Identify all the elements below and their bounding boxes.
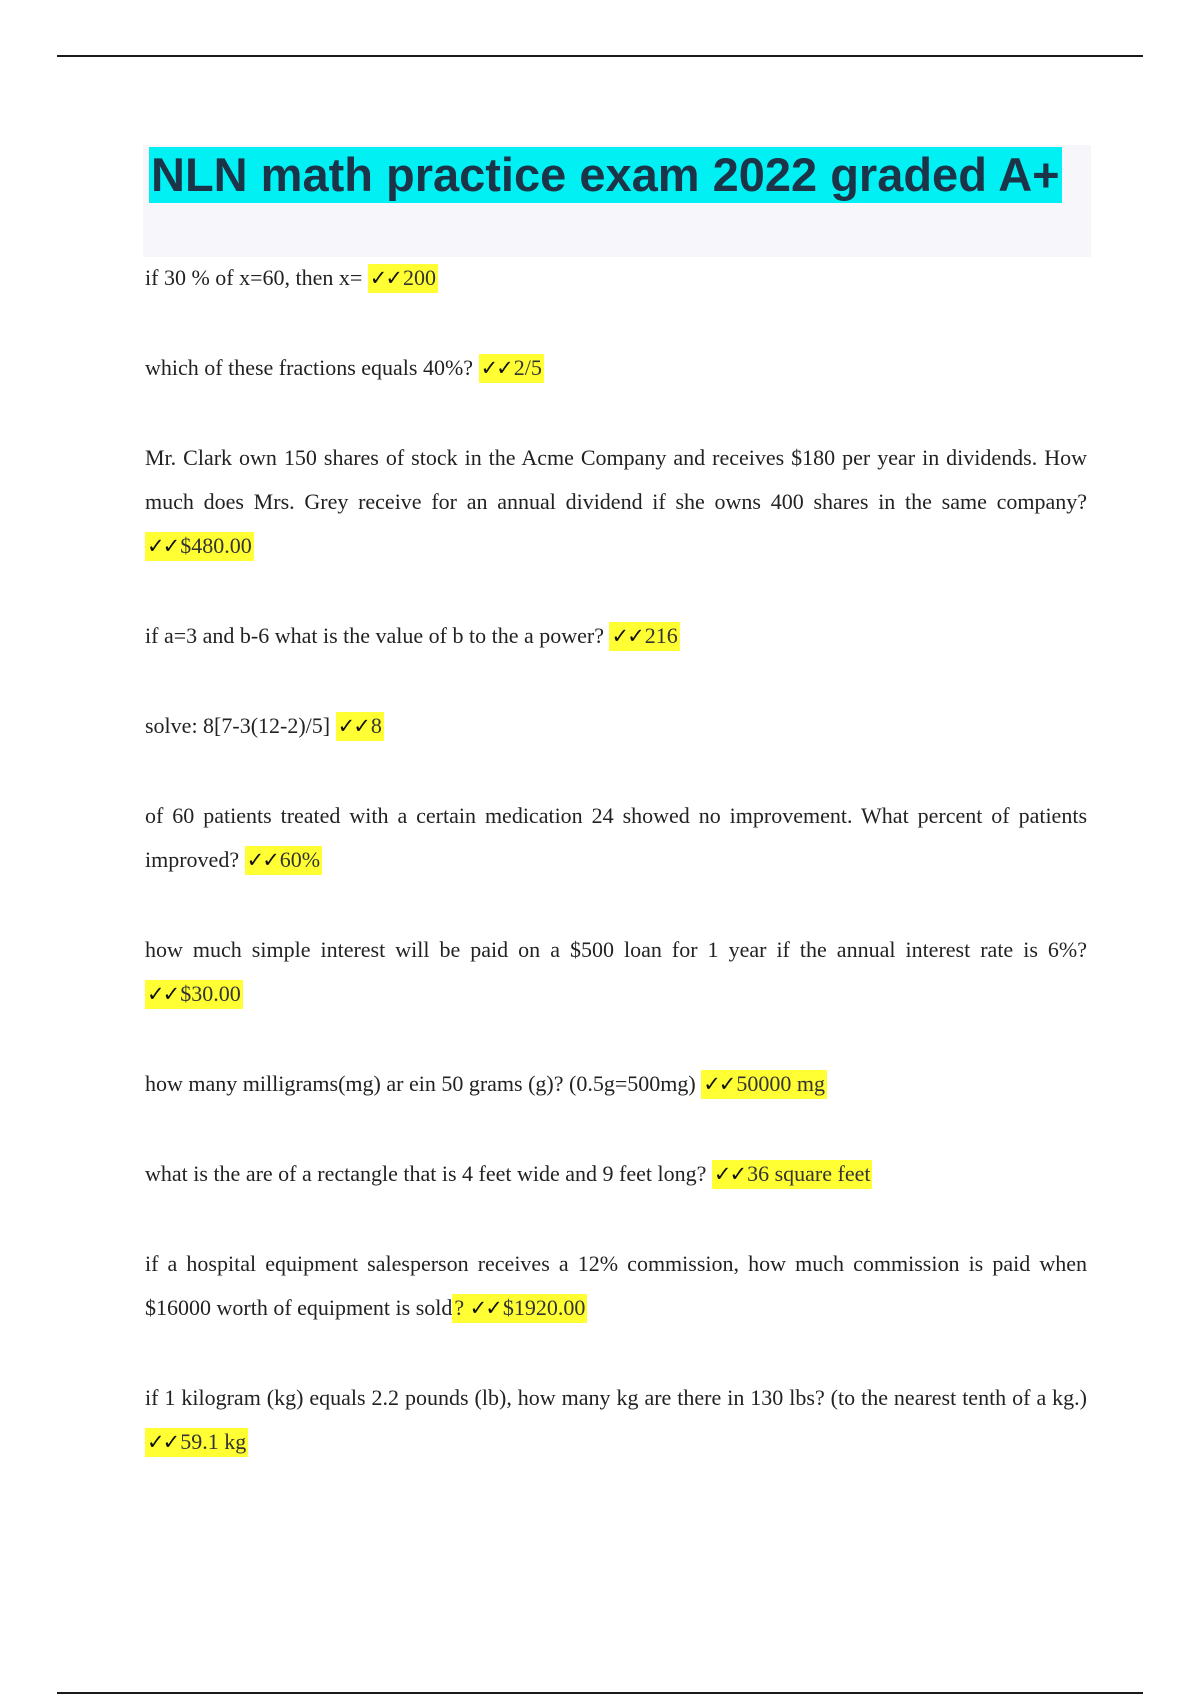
answer-text: 60% [279,847,321,872]
answer-highlight [245,846,323,875]
question-text: solve: 8[7-3(12-2)/5] [145,713,336,738]
question-text: what is the are of a rectangle that is 4 feet wide and 9 feet long? [145,1161,712,1186]
question-text: how many milligrams(mg) ar ein 50 grams (g)? (0.5g=500mg) [145,1071,702,1096]
answer-text: $30.00 [180,981,241,1006]
check-mark-icon: ✓✓ [147,534,179,558]
question-text: if a hospital equipment salesperson receives a 12% commission, how much commission is paid when $16000 worth of equipment is sold [145,1251,1087,1320]
list-item [145,794,1087,882]
answer-prefix: ? [454,1295,470,1320]
page-bottom-rule [57,1692,1143,1694]
answer-text: 36 square feet [747,1161,871,1186]
answer-text: 50000 mg [736,1071,826,1096]
answer-highlight [336,712,384,741]
list-item [145,1062,1087,1106]
list-item [145,704,1087,748]
page-top-rule [57,55,1143,57]
question-text: if 1 kilogram (kg) equals 2.2 pounds (lb), how many kg are there in 130 lbs? (to the nearest tenth of a kg.) [145,1385,1087,1410]
answer-highlight [368,264,438,293]
question-text: which of these fractions equals 40%? [145,355,479,380]
list-item [145,928,1087,1016]
list-item [145,346,1087,390]
check-mark-icon: ✓✓ [147,1430,179,1454]
check-mark-icon: ✓✓ [369,266,401,290]
answer-highlight [701,1070,827,1099]
answer-highlight [712,1160,873,1189]
answer-text: 216 [644,623,678,648]
check-mark-icon: ✓✓ [703,1072,735,1096]
answer-highlight [452,1294,587,1323]
question-list [145,256,1087,1464]
check-mark-icon: ✓✓ [469,1296,501,1320]
check-mark-icon: ✓✓ [611,624,643,648]
list-item [145,1242,1087,1330]
answer-text: 200 [403,265,436,290]
list-item [145,1152,1087,1196]
answer-highlight [145,980,243,1009]
check-mark-icon: ✓✓ [147,982,179,1006]
check-mark-icon: ✓✓ [713,1162,746,1186]
answer-text: $1920.00 [502,1295,586,1320]
check-mark-icon: ✓✓ [337,714,369,738]
question-text: if 30 % of x=60, then x= [145,265,368,290]
answer-text: $480.00 [180,533,252,558]
list-item [145,1376,1087,1464]
question-text: of 60 patients treated with a certain medication 24 showed no improvement. What percent of patients improved? [145,803,1087,872]
answer-text: 59.1 kg [180,1429,247,1454]
answer-highlight [479,354,544,383]
question-text: how much simple interest will be paid on a $500 loan for 1 year if the annual interest rate is 6%? [145,937,1087,962]
list-item [145,256,1087,300]
answer-text: 2/5 [513,355,542,380]
check-mark-icon: ✓✓ [246,848,278,872]
question-text: Mr. Clark own 150 shares of stock in the Acme Company and receives $180 per year in dividends. How much does Mrs. Grey receive for an annual dividend if she owns 400 shares in the same company? [145,445,1087,514]
answer-highlight [609,622,679,651]
answer-highlight [145,1428,248,1457]
list-item [145,614,1087,658]
answer-text: 8 [370,713,382,738]
check-mark-icon: ✓✓ [480,356,512,380]
answer-highlight [145,532,254,561]
list-item [145,436,1087,568]
question-text: if a=3 and b-6 what is the value of b to the a power? [145,623,610,648]
document-title: NLN math practice exam 2022 graded A+ [151,148,1060,201]
